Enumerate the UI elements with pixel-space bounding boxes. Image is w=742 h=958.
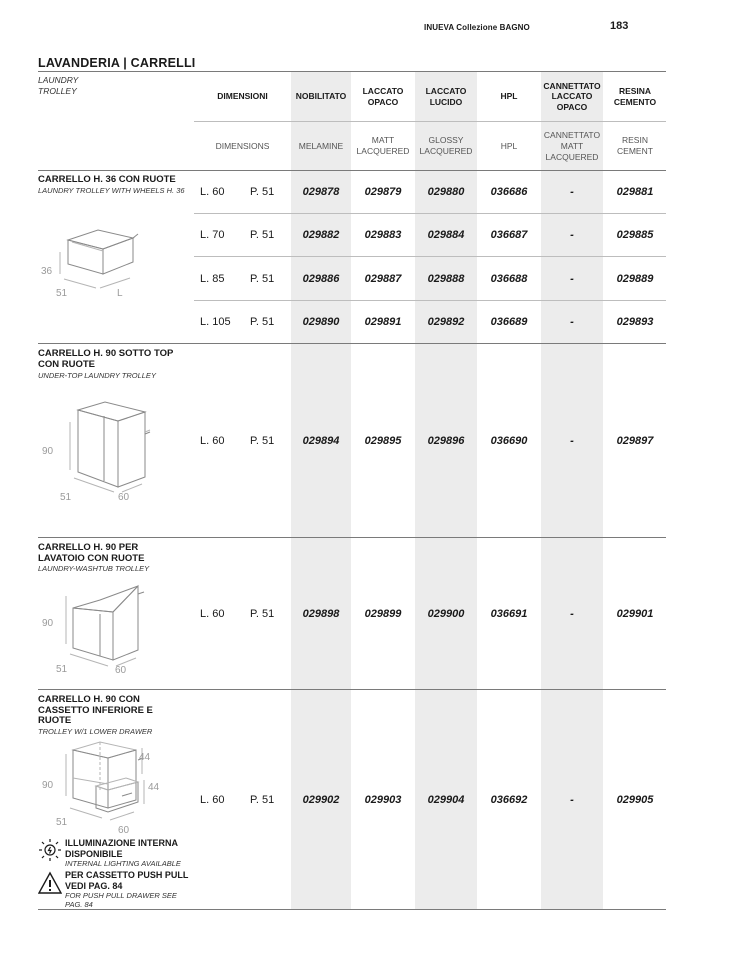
dim-length: L. 70: [200, 229, 225, 241]
code-cannettato: -: [570, 186, 574, 198]
subtitle-line: TROLLEY: [38, 86, 77, 96]
page-subtitle: [38, 75, 78, 97]
section-subtitle: TROLLEY W/1 LOWER DRAWER: [38, 727, 153, 736]
drawing-width: 60: [118, 825, 130, 836]
trolley-h36-drawing: [38, 222, 148, 302]
drawing-width: 60: [115, 665, 127, 676]
dim-length: L. 85: [200, 272, 225, 285]
code-cannettato: -: [570, 272, 574, 285]
col-header-cannettato: CANNETTATO LACCATO OPACO: [543, 80, 601, 112]
col-header-hpl-en: HPL: [500, 140, 518, 151]
col-header-glossy: LACCATO LUCIDO: [425, 86, 467, 107]
code-matt: 029899: [364, 607, 402, 620]
page-header: [0, 20, 742, 36]
dim-length: L. 60: [200, 434, 225, 447]
code-melamine: 029882: [302, 229, 340, 241]
dim-depth: P. 51: [250, 316, 275, 328]
drawing-height: 90: [42, 446, 54, 457]
code-matt: 029891: [364, 316, 402, 328]
trolley-under-top-drawing: [38, 392, 158, 507]
dim-depth: P. 51: [250, 272, 275, 285]
code-hpl: 036692: [490, 793, 528, 806]
dim-length: L. 60: [200, 607, 225, 620]
warning-icon: [38, 871, 62, 900]
light-icon: [38, 838, 62, 867]
col-header-resin-en: RESIN CEMENT: [617, 135, 653, 156]
drawing-depth: 51: [56, 288, 68, 299]
code-hpl: 036687: [490, 229, 528, 241]
drawing-depth: 51: [56, 817, 68, 828]
drawing-height: 90: [42, 618, 54, 629]
code-hpl: 036690: [490, 434, 528, 447]
col-header-matt: LACCATO OPACO: [362, 86, 404, 107]
collection-name: INUEVA Collezione BAGNO: [424, 23, 530, 32]
code-resin: 029889: [616, 272, 654, 285]
col-header-cannettato-en: CANNETTATO MATT LACQUERED: [543, 129, 601, 162]
section-subtitle: UNDER-TOP LAUNDRY TROLLEY: [38, 371, 156, 380]
page-title: LAVANDERIA | CARRELLI: [38, 56, 196, 70]
code-melamine: 029890: [302, 316, 340, 328]
page-number: 183: [610, 20, 629, 32]
code-resin: 029885: [616, 229, 654, 241]
code-melamine: 029886: [302, 272, 340, 285]
section-title: CARRELLO H. 90 CON CASSETTO INFERIORE E RUOTE: [38, 694, 153, 726]
trolley-washtub-drawing: [38, 578, 158, 678]
col-header-dimensions-en: DIMENSIONS: [215, 140, 270, 151]
dim-depth: P. 51: [250, 793, 275, 806]
code-melamine: 029878: [302, 186, 340, 198]
col-header-matt-en: MATT LACQUERED: [356, 135, 410, 156]
code-hpl: 036686: [490, 186, 528, 198]
code-hpl: 036691: [490, 607, 528, 620]
section-subtitle: LAUNDRY TROLLEY WITH WHEELS H. 36: [38, 186, 185, 195]
drawing-upper: 44: [139, 752, 151, 763]
code-glossy: 029884: [427, 229, 465, 241]
col-header-melamine: NOBILITATO: [295, 91, 347, 102]
note-lighting-en: INTERNAL LIGHTING AVAILABLE: [65, 859, 181, 868]
section-title: CARRELLO H. 90 PER LAVATOIO CON RUOTE: [38, 542, 145, 564]
code-melamine: 029902: [302, 793, 340, 806]
drawing-height: 90: [42, 780, 54, 791]
code-glossy: 029896: [427, 434, 465, 447]
code-resin: 029881: [616, 186, 654, 198]
col-header-melamine-en: MELAMINE: [298, 140, 344, 151]
section-subtitle: LAUNDRY-WASHTUB TROLLEY: [38, 564, 150, 573]
code-resin: 029893: [616, 316, 654, 328]
dim-length: L. 105: [200, 316, 231, 328]
col-header-resin: RESINA CEMENTO: [613, 86, 657, 107]
code-cannettato: -: [570, 607, 574, 620]
dim-length: L. 60: [200, 186, 225, 198]
code-glossy: 029900: [427, 607, 465, 620]
section-title: CARRELLO H. 36 CON RUOTE: [38, 174, 176, 185]
code-resin: 029897: [616, 434, 654, 447]
code-resin: 029905: [616, 793, 654, 806]
drawing-lower: 44: [148, 782, 160, 793]
note-push-pull-en: FOR PUSH PULL DRAWER SEE PAG. 84: [65, 891, 177, 909]
code-glossy: 029892: [427, 316, 465, 328]
code-cannettato: -: [570, 229, 574, 241]
drawing-depth: 51: [60, 492, 72, 503]
dim-depth: P. 51: [250, 186, 275, 198]
dim-depth: P. 51: [250, 607, 275, 620]
code-matt: 029879: [364, 186, 402, 198]
code-matt: 029895: [364, 434, 402, 447]
code-matt: 029903: [364, 793, 402, 806]
code-glossy: 029904: [427, 793, 465, 806]
col-header-glossy-en: GLOSSY LACQUERED: [419, 135, 473, 156]
code-cannettato: -: [570, 434, 574, 447]
code-cannettato: -: [570, 793, 574, 806]
subtitle-line: LAUNDRY: [38, 75, 79, 85]
section-title: CARRELLO H. 90 SOTTO TOP CON RUOTE: [38, 348, 174, 370]
col-header-hpl: HPL: [500, 91, 518, 102]
drawing-width: 60: [118, 492, 130, 503]
col-header-dimensions: DIMENSIONI: [217, 91, 268, 102]
note-lighting: ILLUMINAZIONE INTERNA DISPONIBILE: [65, 838, 178, 859]
code-resin: 029901: [616, 607, 654, 620]
note-push-pull: PER CASSETTO PUSH PULL VEDI PAG. 84: [65, 870, 189, 891]
code-melamine: 029894: [302, 434, 340, 447]
drawing-width: L: [117, 288, 123, 299]
code-glossy: 029880: [427, 186, 465, 198]
drawing-depth: 51: [56, 664, 68, 675]
code-hpl: 036688: [490, 272, 528, 285]
code-cannettato: -: [570, 316, 574, 328]
dim-depth: P. 51: [250, 229, 275, 241]
dim-length: L. 60: [200, 793, 225, 806]
code-glossy: 029888: [427, 272, 465, 285]
code-melamine: 029898: [302, 607, 340, 620]
table-bottom-rule: [38, 909, 666, 910]
code-matt: 029883: [364, 229, 402, 241]
code-matt: 029887: [364, 272, 402, 285]
drawing-height: 36: [41, 266, 53, 277]
code-hpl: 036689: [490, 316, 528, 328]
dim-depth: P. 51: [250, 434, 275, 447]
trolley-lower-drawer-drawing: [38, 738, 168, 838]
